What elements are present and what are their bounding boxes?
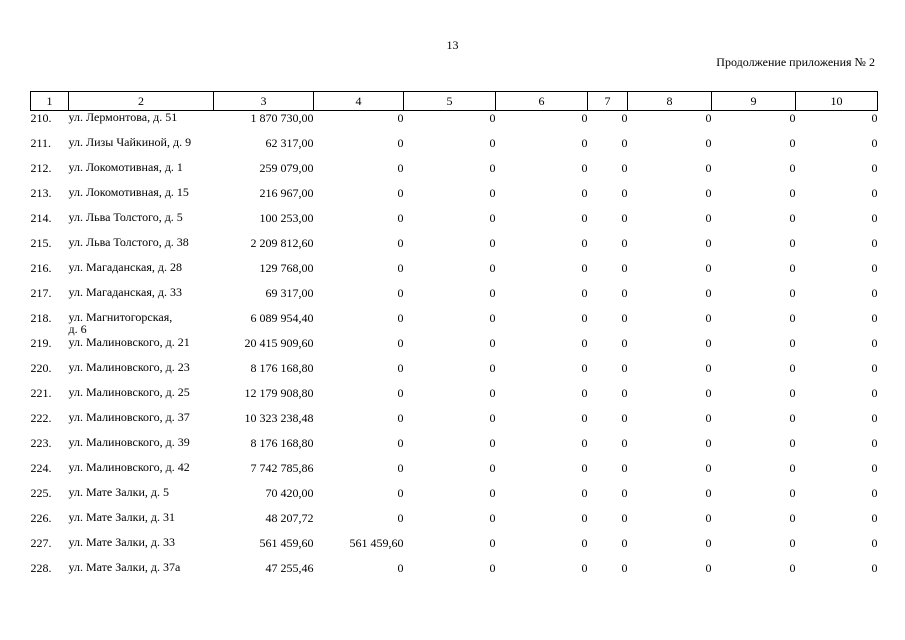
value-cell-c7: 0 [621,386,628,400]
value-cell-c3: 20 415 909,60 [244,336,314,350]
table-row [31,411,878,436]
row-number: 217. [30,286,52,300]
table-row [31,261,878,286]
value-cell-c8: 0 [705,436,712,450]
value-cell-c8: 0 [705,236,712,250]
value-cell-c6: 0 [581,536,588,550]
value-cell-c4: 0 [397,136,404,150]
address-cell: ул. Магаданская, д. 28 [68,260,182,274]
value-cell-c6: 0 [581,411,588,425]
value-cell-c6: 0 [581,461,588,475]
address-cell: ул. Малиновского, д. 42 [68,460,190,474]
row-number: 211. [30,136,52,150]
value-cell-c8: 0 [705,511,712,525]
table-row [31,486,878,511]
value-cell-c3: 561 459,60 [259,536,314,550]
address-line: д. 6 [68,322,87,336]
value-cell-c5: 0 [489,486,496,500]
value-cell-c3: 129 768,00 [259,261,314,275]
value-cell-c4: 0 [397,386,404,400]
value-cell-c9: 0 [789,486,796,500]
value-cell-c4: 0 [397,511,404,525]
address-cell: ул. Малиновского, д. 21 [68,335,190,349]
value-cell-c4: 0 [397,336,404,350]
table-row [31,536,878,561]
value-cell-c9: 0 [789,186,796,200]
value-cell-c4: 0 [397,261,404,275]
value-cell-c10: 0 [871,486,878,500]
value-cell-c6: 0 [581,361,588,375]
table-row [31,111,878,137]
value-cell-c10: 0 [871,186,878,200]
row-number: 226. [30,511,52,525]
value-cell-c8: 0 [705,261,712,275]
page-number: 13 [446,38,459,52]
value-cell-c6: 0 [581,186,588,200]
value-cell-c10: 0 [871,561,878,575]
table-row [31,311,878,336]
value-cell-c3: 2 209 812,60 [250,236,314,250]
table-row [31,386,878,411]
value-cell-c7: 0 [621,186,628,200]
table-row [31,186,878,211]
value-cell-c6: 0 [581,161,588,175]
value-cell-c8: 0 [705,211,712,225]
value-cell-c8: 0 [705,161,712,175]
value-cell-c8: 0 [705,486,712,500]
value-cell-c6: 0 [581,236,588,250]
value-cell-c6: 0 [581,286,588,300]
column-header: 5 [404,92,496,111]
value-cell-c4: 0 [397,236,404,250]
value-cell-c5: 0 [489,161,496,175]
value-cell-c10: 0 [871,161,878,175]
value-cell-c5: 0 [489,386,496,400]
table-row [31,436,878,461]
table-row [31,161,878,186]
row-number: 220. [30,361,52,375]
row-number: 224. [30,461,52,475]
value-cell-c7: 0 [621,286,628,300]
appendix-table [30,91,878,586]
value-cell-c3: 70 420,00 [265,486,314,500]
row-number: 228. [30,561,52,575]
address-line: ул. Магнитогорская, [68,310,173,324]
row-number: 219. [30,336,52,350]
value-cell-c6: 0 [581,561,588,575]
address-cell: ул. Малиновского, д. 37 [68,410,190,424]
value-cell-c7: 0 [621,561,628,575]
value-cell-c9: 0 [789,261,796,275]
value-cell-c5: 0 [489,186,496,200]
value-cell-c5: 0 [489,286,496,300]
address-cell [69,311,214,336]
address-cell: ул. Локомотивная, д. 15 [68,185,189,199]
value-cell-c6: 0 [581,336,588,350]
value-cell-c8: 0 [705,336,712,350]
column-header: 2 [69,92,214,111]
table-row [31,361,878,386]
value-cell-c8: 0 [705,411,712,425]
value-cell-c9: 0 [789,211,796,225]
value-cell-c6: 0 [581,511,588,525]
header-row [31,92,878,111]
value-cell-c3: 7 742 785,86 [250,461,314,475]
value-cell-c3: 12 179 908,80 [244,386,314,400]
value-cell-c7: 0 [621,461,628,475]
column-header: 6 [496,92,588,111]
value-cell-c10: 0 [871,211,878,225]
value-cell-c9: 0 [789,361,796,375]
value-cell-c8: 0 [705,386,712,400]
value-cell-c3: 259 079,00 [259,161,314,175]
value-cell-c8: 0 [705,461,712,475]
value-cell-c7: 0 [621,111,628,125]
value-cell-c8: 0 [705,286,712,300]
column-header: 4 [314,92,404,111]
value-cell-c4: 0 [397,486,404,500]
value-cell-c3: 48 207,72 [265,511,314,525]
value-cell-c9: 0 [789,161,796,175]
value-cell-c4: 0 [397,161,404,175]
row-number: 223. [30,436,52,450]
value-cell-c7: 0 [621,136,628,150]
value-cell-c5: 0 [489,536,496,550]
row-number: 210. [30,111,52,125]
row-number: 215. [30,236,52,250]
row-number: 212. [30,161,52,175]
value-cell-c7: 0 [621,361,628,375]
value-cell-c8: 0 [705,311,712,325]
value-cell-c7: 0 [621,161,628,175]
value-cell-c9: 0 [789,336,796,350]
address-cell: ул. Мате Залки, д. 33 [68,535,176,549]
value-cell-c3: 100 253,00 [259,211,314,225]
value-cell-c6: 0 [581,136,588,150]
column-header: 8 [628,92,712,111]
value-cell-c3: 62 317,00 [265,136,314,150]
value-cell-c9: 0 [789,436,796,450]
column-header: 10 [796,92,878,111]
address-cell: ул. Малиновского, д. 39 [68,435,190,449]
value-cell-c7: 0 [621,511,628,525]
value-cell-c7: 0 [621,536,628,550]
value-cell-c5: 0 [489,411,496,425]
value-cell-c8: 0 [705,561,712,575]
value-cell-c6: 0 [581,211,588,225]
value-cell-c3: 47 255,46 [265,561,314,575]
value-cell-c9: 0 [789,311,796,325]
table-row [31,511,878,536]
value-cell-c4: 0 [397,411,404,425]
value-cell-c7: 0 [621,261,628,275]
value-cell-c10: 0 [871,386,878,400]
value-cell-c10: 0 [871,236,878,250]
continuation-label: Продолжение приложения № 2 [716,55,875,69]
row-number: 227. [30,536,52,550]
table-row [31,211,878,236]
value-cell-c5: 0 [489,336,496,350]
column-header: 3 [214,92,314,111]
value-cell-c9: 0 [789,411,796,425]
value-cell-c6: 0 [581,486,588,500]
value-cell-c10: 0 [871,511,878,525]
column-header: 7 [588,92,628,111]
value-cell-c3: 6 089 954,40 [250,311,314,325]
value-cell-c4: 0 [397,286,404,300]
row-number: 222. [30,411,52,425]
value-cell-c5: 0 [489,311,496,325]
row-number: 214. [30,211,52,225]
value-cell-c6: 0 [581,436,588,450]
value-cell-c4: 0 [397,561,404,575]
value-cell-c10: 0 [871,361,878,375]
value-cell-c9: 0 [789,536,796,550]
value-cell-c9: 0 [789,136,796,150]
table-row [31,336,878,361]
address-cell: ул. Льва Толстого, д. 5 [68,210,183,224]
column-header: 1 [31,92,69,111]
value-cell-c4: 0 [397,111,404,125]
address-cell: ул. Лизы Чайкиной, д. 9 [68,135,192,149]
value-cell-c10: 0 [871,261,878,275]
value-cell-c7: 0 [621,211,628,225]
table-body [31,111,878,587]
value-cell-c5: 0 [489,261,496,275]
value-cell-c6: 0 [581,386,588,400]
value-cell-c5: 0 [489,111,496,125]
value-cell-c3: 8 176 168,80 [250,436,314,450]
row-number: 221. [30,386,52,400]
value-cell-c10: 0 [871,111,878,125]
row-number: 216. [30,261,52,275]
value-cell-c4: 0 [397,361,404,375]
value-cell-c7: 0 [621,411,628,425]
value-cell-c6: 0 [581,261,588,275]
value-cell-c3: 69 317,00 [265,286,314,300]
row-number: 218. [30,311,52,325]
value-cell-c7: 0 [621,436,628,450]
value-cell-c9: 0 [789,111,796,125]
value-cell-c9: 0 [789,236,796,250]
address-cell: ул. Мате Залки, д. 37а [68,560,181,574]
row-number: 225. [30,486,52,500]
value-cell-c5: 0 [489,436,496,450]
value-cell-c4: 0 [397,211,404,225]
value-cell-c5: 0 [489,361,496,375]
value-cell-c3: 1 870 730,00 [250,111,314,125]
value-cell-c5: 0 [489,511,496,525]
value-cell-c10: 0 [871,411,878,425]
value-cell-c9: 0 [789,561,796,575]
value-cell-c10: 0 [871,136,878,150]
table-row [31,136,878,161]
value-cell-c8: 0 [705,361,712,375]
value-cell-c8: 0 [705,186,712,200]
value-cell-c4: 0 [397,186,404,200]
value-cell-c7: 0 [621,336,628,350]
value-cell-c4: 0 [397,436,404,450]
value-cell-c5: 0 [489,561,496,575]
address-cell: ул. Мате Залки, д. 31 [68,510,176,524]
address-cell: ул. Малиновского, д. 23 [68,360,190,374]
value-cell-c10: 0 [871,536,878,550]
value-cell-c5: 0 [489,461,496,475]
table-row [31,461,878,486]
table-row [31,286,878,311]
value-cell-c6: 0 [581,311,588,325]
address-cell: ул. Льва Толстого, д. 38 [68,235,189,249]
value-cell-c6: 0 [581,111,588,125]
value-cell-c8: 0 [705,536,712,550]
value-cell-c9: 0 [789,386,796,400]
value-cell-c7: 0 [621,486,628,500]
address-cell: ул. Лермонтова, д. 51 [68,110,178,124]
table-row [31,561,878,586]
value-cell-c5: 0 [489,236,496,250]
value-cell-c10: 0 [871,311,878,325]
value-cell-c8: 0 [705,136,712,150]
address-cell: ул. Локомотивная, д. 1 [68,160,183,174]
column-header: 9 [712,92,796,111]
value-cell-c9: 0 [789,286,796,300]
value-cell-c10: 0 [871,336,878,350]
address-cell: ул. Малиновского, д. 25 [68,385,190,399]
table-row [31,236,878,261]
value-cell-c7: 0 [621,236,628,250]
value-cell-c5: 0 [489,211,496,225]
value-cell-c4: 0 [397,461,404,475]
value-cell-c4: 0 [397,311,404,325]
row-number: 213. [30,186,52,200]
value-cell-c3: 8 176 168,80 [250,361,314,375]
value-cell-c9: 0 [789,461,796,475]
address-cell: ул. Мате Залки, д. 5 [68,485,170,499]
value-cell-c3: 10 323 238,48 [244,411,314,425]
value-cell-c10: 0 [871,436,878,450]
value-cell-c4: 561 459,60 [349,536,404,550]
value-cell-c5: 0 [489,136,496,150]
value-cell-c8: 0 [705,111,712,125]
value-cell-c7: 0 [621,311,628,325]
value-cell-c10: 0 [871,461,878,475]
address-cell: ул. Магаданская, д. 33 [68,285,182,299]
value-cell-c10: 0 [871,286,878,300]
value-cell-c9: 0 [789,511,796,525]
value-cell-c3: 216 967,00 [259,186,314,200]
